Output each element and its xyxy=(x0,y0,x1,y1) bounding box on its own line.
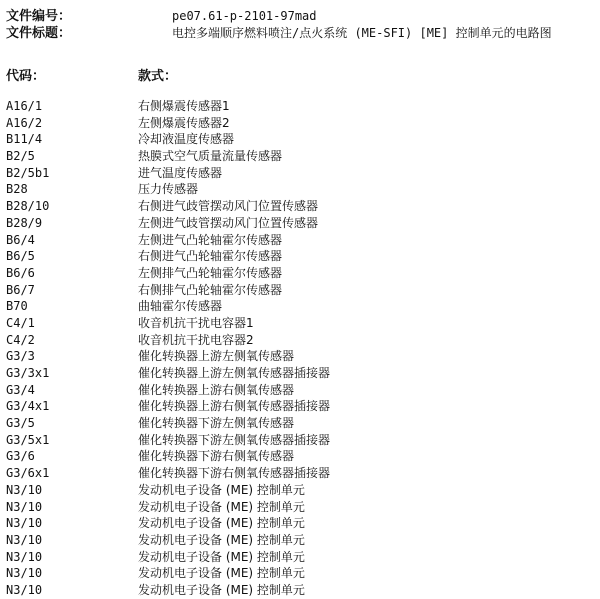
component-code: B70 xyxy=(6,299,28,314)
component-code: C4/2 xyxy=(6,332,35,347)
list-item xyxy=(0,181,600,198)
component-description: 发动机电子设备 (ME) 控制单元 xyxy=(138,482,305,497)
component-code: B6/5 xyxy=(6,249,35,264)
component-description: 催化转换器上游左侧氧传感器插接器 xyxy=(138,366,331,380)
component-code: B28/10 xyxy=(6,199,50,214)
list-item xyxy=(0,348,600,365)
component-description: 右侧爆震传感器1 xyxy=(138,99,230,113)
list-item xyxy=(0,515,600,532)
document-number-value: pe07.61-p-2101-97mad xyxy=(172,9,317,23)
model-column-header: 款式： xyxy=(138,69,178,84)
list-item xyxy=(0,298,600,315)
list-item xyxy=(0,215,600,232)
component-code: B6/7 xyxy=(6,282,35,297)
component-code: A16/2 xyxy=(6,115,43,130)
component-code: G3/6x1 xyxy=(6,466,50,481)
list-item xyxy=(0,248,600,265)
component-description: 左侧进气歧管摆动风门位置传感器 xyxy=(138,215,319,230)
list-item xyxy=(0,332,600,349)
component-description: 发动机电子设备 (ME) 控制单元 xyxy=(138,499,305,514)
component-description: 发动机电子设备 (ME) 控制单元 xyxy=(138,566,305,581)
list-item xyxy=(0,398,600,415)
component-list xyxy=(0,98,600,599)
list-item xyxy=(0,382,600,399)
document-number-label: 文件编号： xyxy=(6,9,72,24)
component-description: 右侧进气歧管摆动风门位置传感器 xyxy=(138,199,319,214)
component-description: 压力传感器 xyxy=(138,182,199,197)
component-code: N3/10 xyxy=(6,516,43,531)
list-item xyxy=(0,315,600,332)
component-description: 发动机电子设备 (ME) 控制单元 xyxy=(138,516,305,531)
component-description: 热膜式空气质量流量传感器 xyxy=(138,149,283,164)
component-description: 进气温度传感器 xyxy=(138,165,223,180)
component-description: 曲轴霍尔传感器 xyxy=(138,299,223,314)
document-title-label: 文件标题： xyxy=(6,26,72,41)
component-description: 收音机抗干扰电容器2 xyxy=(138,332,254,347)
list-item xyxy=(0,465,600,482)
list-item xyxy=(0,549,600,566)
component-code: G3/6 xyxy=(6,449,35,464)
component-description: 发动机电子设备 (ME) 控制单元 xyxy=(138,582,305,597)
list-item xyxy=(0,365,600,382)
list-item xyxy=(0,482,600,499)
component-code: B2/5 xyxy=(6,149,35,164)
component-code: B28/9 xyxy=(6,215,43,230)
component-code: N3/10 xyxy=(6,482,43,497)
list-item xyxy=(0,582,600,599)
component-code: G3/4 xyxy=(6,382,35,397)
component-code: G3/3 xyxy=(6,349,35,364)
component-description: 催化转换器上游右侧氧传感器 xyxy=(138,382,295,397)
component-code: B11/4 xyxy=(6,132,43,147)
component-code: N3/10 xyxy=(6,532,43,547)
component-code: B2/5b1 xyxy=(6,165,50,180)
component-code: G3/3x1 xyxy=(6,366,50,380)
component-description: 发动机电子设备 (ME) 控制单元 xyxy=(138,532,305,547)
list-item xyxy=(0,165,600,182)
component-code: N3/10 xyxy=(6,549,43,564)
component-code: N3/10 xyxy=(6,566,43,581)
component-description: 左侧爆震传感器2 xyxy=(138,115,230,130)
list-item xyxy=(0,232,600,249)
document-number xyxy=(6,8,596,25)
component-description: 催化转换器上游右侧氧传感器插接器 xyxy=(138,399,331,414)
component-code: N3/10 xyxy=(6,499,43,514)
component-description: 右侧排气凸轮轴霍尔传感器 xyxy=(138,282,283,297)
list-item xyxy=(0,115,600,132)
component-code: B28 xyxy=(6,182,28,197)
component-description: 催化转换器上游左侧氧传感器 xyxy=(138,349,295,364)
list-item xyxy=(0,148,600,165)
component-description: 收音机抗干扰电容器1 xyxy=(138,315,254,330)
component-description: 催化转换器下游右侧氧传感器插接器 xyxy=(138,466,331,481)
list-item xyxy=(0,131,600,148)
component-description: 催化转换器下游左侧氧传感器 xyxy=(138,416,295,431)
component-code: G3/5 xyxy=(6,416,35,431)
list-item xyxy=(0,448,600,465)
component-description: 冷却液温度传感器 xyxy=(138,132,235,147)
list-item xyxy=(0,282,600,299)
list-item xyxy=(0,432,600,449)
component-code: B6/6 xyxy=(6,265,35,280)
list-item xyxy=(0,98,600,115)
component-code: G3/5x1 xyxy=(6,432,50,447)
list-item xyxy=(0,499,600,516)
component-code: G3/4x1 xyxy=(6,399,50,414)
component-description: 右侧进气凸轮轴霍尔传感器 xyxy=(138,249,283,264)
list-item xyxy=(0,415,600,432)
document-title xyxy=(6,25,596,42)
component-description: 左侧进气凸轮轴霍尔传感器 xyxy=(138,232,283,247)
document-title-value: 电控多端顺序燃料喷注/点火系统 (ME-SFI) [ME] 控制单元的电路图 xyxy=(172,26,552,40)
list-item xyxy=(0,565,600,582)
component-code: A16/1 xyxy=(6,99,43,113)
code-column-header: 代码： xyxy=(6,69,46,84)
component-description: 催化转换器下游右侧氧传感器 xyxy=(138,449,295,464)
component-description: 催化转换器下游左侧氧传感器插接器 xyxy=(138,432,331,447)
list-item xyxy=(0,198,600,215)
component-description: 发动机电子设备 (ME) 控制单元 xyxy=(138,549,305,564)
list-item xyxy=(0,265,600,282)
component-description: 左侧排气凸轮轴霍尔传感器 xyxy=(138,265,283,280)
list-item xyxy=(0,532,600,549)
component-code: B6/4 xyxy=(6,232,35,247)
component-code: N3/10 xyxy=(6,582,43,597)
component-code: C4/1 xyxy=(6,315,35,330)
